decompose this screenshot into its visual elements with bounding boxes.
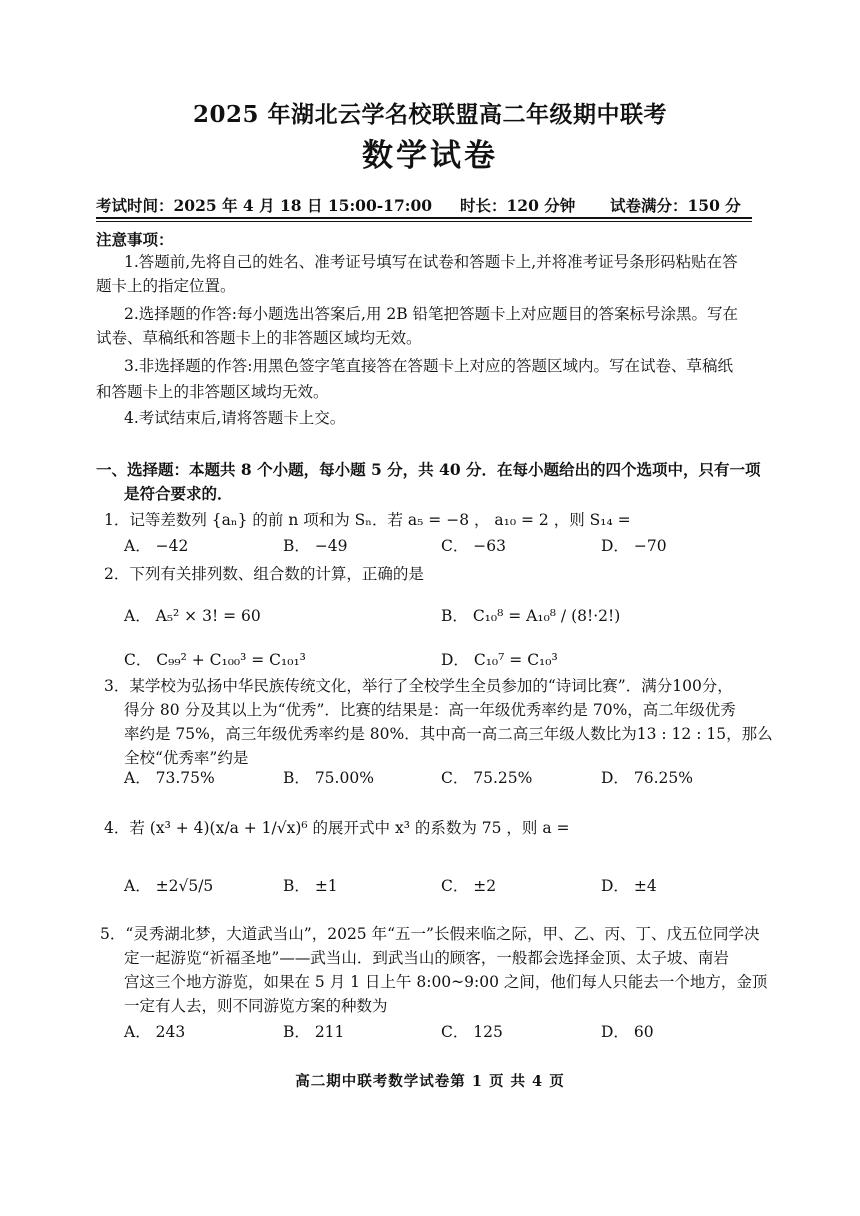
q1-option-b: B． −49 <box>283 537 348 555</box>
note-4: 4.考试结束后,请将答题卡上交。 <box>124 409 346 427</box>
subject-title: 数学试卷 <box>362 138 498 174</box>
question-text: 记等差数列 {aₙ} 的前 n 项和为 Sₙ．若 a₅ = −8 ， a₁₀ = 2 ，则 S₁₄ = <box>129 511 631 529</box>
question-3-line3: 率约是 75%，高三年级优秀率约是 80%．其中高一高二高三年级人数比为13 : 12 : 15，那么 <box>124 725 773 743</box>
question-number: 4． <box>104 819 130 837</box>
question-1 <box>104 508 631 530</box>
question-number: 2． <box>104 565 130 583</box>
q5-option-a: A． 243 <box>124 1023 186 1041</box>
q3-option-b: B． 75.00% <box>283 769 374 787</box>
question-3 <box>104 674 733 696</box>
question-text: “灵秀湖北梦，大道武当山”，2025 年“五一”长假来临之际，甲、乙、丙、丁、戊五位同学决 <box>125 925 760 943</box>
full-score: 试卷满分：150 分 <box>610 196 741 215</box>
question-number: 5． <box>100 925 126 943</box>
q3-option-c: C． 75.25% <box>441 769 533 787</box>
exam-duration: 时长：120 分钟 <box>460 196 576 215</box>
note-2-cont: 试卷、草稿纸和答题卡上的非答题区域均无效。 <box>96 329 422 347</box>
question-2 <box>104 562 424 584</box>
question-text: 某学校为弘扬中华民族传统文化，举行了全校学生全员参加的“诗词比赛”．满分100分， <box>129 677 733 695</box>
q1-option-c: C． −63 <box>441 537 506 555</box>
note-2: 2.选择题的作答:每小题选出答案后,用 2B 铅笔把答题卡上对应题目的答案标号涂黑。写在 <box>124 305 739 323</box>
q5-option-b: B． 211 <box>283 1023 345 1041</box>
question-3-line2: 得分 80 分及其以上为“优秀”．比赛的结果是：高一年级优秀率约是 70%，高二年级优秀 <box>124 701 736 719</box>
question-4 <box>104 816 570 838</box>
question-number: 1． <box>104 511 130 529</box>
q3-option-d: D． 76.25% <box>601 769 693 787</box>
question-text: 下列有关排列数、组合数的计算，正确的是 <box>129 565 424 583</box>
q3-option-a: A． 73.75% <box>124 769 215 787</box>
q1-option-d: D． −70 <box>601 537 667 555</box>
exam-time: 考试时间：2025 年 4 月 18 日 15:00-17:00 <box>96 196 433 215</box>
question-5-line2: 定一起游览“祈福圣地”——武当山．到武当山的顾客，一般都会选择金顶、太子坡、南岩 <box>124 949 729 967</box>
note-3: 3.非选择题的作答:用黑色签字笔直接答在答题卡上对应的答题区域内。写在试卷、草稿纸 <box>124 357 734 375</box>
q4-option-a: A． ±2√5/5 <box>124 877 214 895</box>
section-heading: 一、选择题：本题共 8 个小题，每小题 5 分，共 40 分．在每小题给出的四个选项中，只有一项 <box>96 460 761 479</box>
exam-title: 2025 年湖北云学名校联盟高二年级期中联考 <box>192 101 668 128</box>
q4-option-d: D． ±4 <box>601 877 657 895</box>
page-footer: 高二期中联考数学试卷第 1 页 共 4 页 <box>295 1073 565 1090</box>
q2-option-c: C． C₉₉² + C₁₀₀³ = C₁₀₁³ <box>124 651 306 669</box>
section-heading-cont: 是符合要求的． <box>124 484 233 503</box>
question-text: 若 (x³ + 4)(x/a + 1/√x)⁶ 的展开式中 x³ 的系数为 75 ，则 a = <box>129 819 570 837</box>
notes-heading: 注意事项： <box>96 230 174 249</box>
note-1-cont: 题卡上的指定位置。 <box>96 277 236 295</box>
q2-option-d: D． C₁₀⁷ = C₁₀³ <box>441 651 558 669</box>
q2-option-a: A． A₅² × 3! = 60 <box>124 607 261 625</box>
question-3-line4: 全校“优秀率”约是 <box>124 749 249 767</box>
question-5-line4: 一定有人去，则不同游览方案的种数为 <box>124 997 388 1015</box>
question-number: 3． <box>104 677 130 695</box>
note-3-cont: 和答题卡上的非答题区域均无效。 <box>96 383 329 401</box>
q1-option-a: A． −42 <box>124 537 189 555</box>
note-1: 1.答题前,先将自己的姓名、准考证号填写在试卷和答题卡上,并将准考证号条形码粘贴在答 <box>124 253 738 271</box>
q5-option-c: C． 125 <box>441 1023 503 1041</box>
question-5 <box>100 922 759 944</box>
q2-option-b: B． C₁₀⁸ = A₁₀⁸ / (8!·2!) <box>441 607 621 625</box>
q4-option-c: C． ±2 <box>441 877 497 895</box>
header-rule <box>96 217 752 219</box>
q4-option-b: B． ±1 <box>283 877 338 895</box>
q5-option-d: D． 60 <box>601 1023 654 1041</box>
question-5-line3: 宫这三个地方游览，如果在 5 月 1 日上午 8:00~9:00 之间，他们每人只能去一个地方，金顶 <box>124 973 768 991</box>
header-rule-thin <box>96 221 752 222</box>
